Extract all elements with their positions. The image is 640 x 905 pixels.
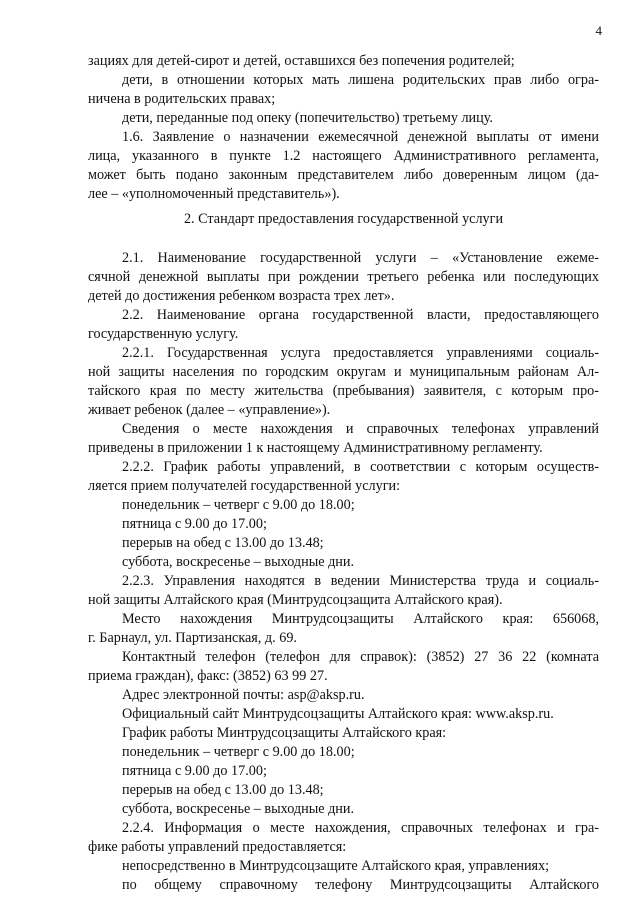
- text-line: График работы Минтрудсоцзащиты Алтайского края:: [122, 725, 447, 741]
- text-line: ной защиты Алтайского края (Минтрудсоцзащита Алтайского края).: [88, 592, 503, 608]
- text-line: Контактный телефон (телефон для справок): (3852) 27 36 22 (комната: [122, 649, 599, 665]
- text-line: приведены в приложении 1 к настоящему Административному регламенту.: [88, 440, 543, 456]
- text-line: 2.2. Наименование органа государственной власти, предоставляющего: [122, 307, 599, 323]
- text-line: 2.2.4. Информация о месте нахождения, справочных телефонах и гра-: [122, 820, 599, 836]
- text-line: г. Барнаул, ул. Партизанская, д. 69.: [88, 630, 297, 646]
- text-line: 1.6. Заявление о назначении ежемесячной денежной выплаты от имени: [122, 129, 599, 145]
- text-line: ляется прием получателей государственной услуги:: [88, 478, 401, 494]
- text-line: государственную услугу.: [88, 326, 239, 342]
- page-number: 4: [595, 23, 602, 38]
- text-line: детей до достижения ребенком возраста трех лет».: [88, 288, 395, 304]
- text-line: тайского края по месту жительства (пребывания) заявителя, с которым про-: [88, 383, 599, 399]
- text-line: сячной денежной выплаты при рождении третьего ребенка или последующих: [88, 269, 599, 285]
- text-line: лее – «уполномоченный представитель»).: [88, 186, 340, 202]
- text-line: Сведения о месте нахождения и справочных телефонах управлений: [122, 421, 599, 437]
- text-line: 2.2.1. Государственная услуга предоставляется управлениями социаль-: [122, 345, 599, 361]
- text-line: может быть подано законным представителем либо доверенным лицом (да-: [88, 167, 599, 183]
- text-line: дети, в отношении которых мать лишена родительских прав либо огра-: [122, 72, 599, 88]
- text-line: Место нахождения Минтрудсоцзащиты Алтайского края: 656068,: [122, 611, 599, 627]
- text-line: лица, указанного в пункте 1.2 настоящего Административного регламента,: [88, 148, 599, 164]
- text-line: пятница с 9.00 до 17.00;: [122, 763, 267, 779]
- text-line: 2.2.3. Управления находятся в ведении Министерства труда и социаль-: [122, 573, 599, 589]
- text-line: ной защиты населения по городским округам и муниципальным районам Ал-: [88, 364, 599, 380]
- text-line: 2.2.2. График работы управлений, в соответствии с которым осуществ-: [122, 459, 599, 475]
- text-line: непосредственно в Минтрудсоцзащите Алтайского края, управлениях;: [122, 858, 550, 874]
- section-heading: 2. Стандарт предоставления государственной услуги: [183, 211, 504, 227]
- text-line: понедельник – четверг с 9.00 до 18.00;: [122, 497, 355, 513]
- text-line: суббота, воскресенье – выходные дни.: [122, 801, 355, 817]
- text-line: Адрес электронной почты: asp@aksp.ru.: [122, 687, 365, 703]
- text-line: перерыв на обед с 13.00 до 13.48;: [122, 535, 324, 551]
- text-line: по общему справочному телефону Минтрудсоцзащиты Алтайского: [122, 877, 599, 893]
- text-line: ничена в родительских правах;: [88, 91, 276, 107]
- text-line: перерыв на обед с 13.00 до 13.48;: [122, 782, 324, 798]
- text-line: приема граждан), факс: (3852) 63 99 27.: [88, 668, 328, 684]
- text-line: суббота, воскресенье – выходные дни.: [122, 554, 355, 570]
- text-line: Официальный сайт Минтрудсоцзащиты Алтайского края: www.aksp.ru.: [122, 706, 554, 722]
- text-line: дети, переданные под опеку (попечительство) третьему лицу.: [122, 110, 493, 126]
- text-line: живает ребенок (далее – «управление»).: [88, 402, 331, 418]
- text-line: 2.1. Наименование государственной услуги – «Установление ежеме-: [122, 250, 599, 266]
- text-line: фике работы управлений предоставляется:: [88, 839, 347, 855]
- text-line: пятница с 9.00 до 17.00;: [122, 516, 267, 532]
- text-line: понедельник – четверг с 9.00 до 18.00;: [122, 744, 355, 760]
- text-line: зациях для детей-сирот и детей, оставшихся без попечения родителей;: [88, 53, 515, 69]
